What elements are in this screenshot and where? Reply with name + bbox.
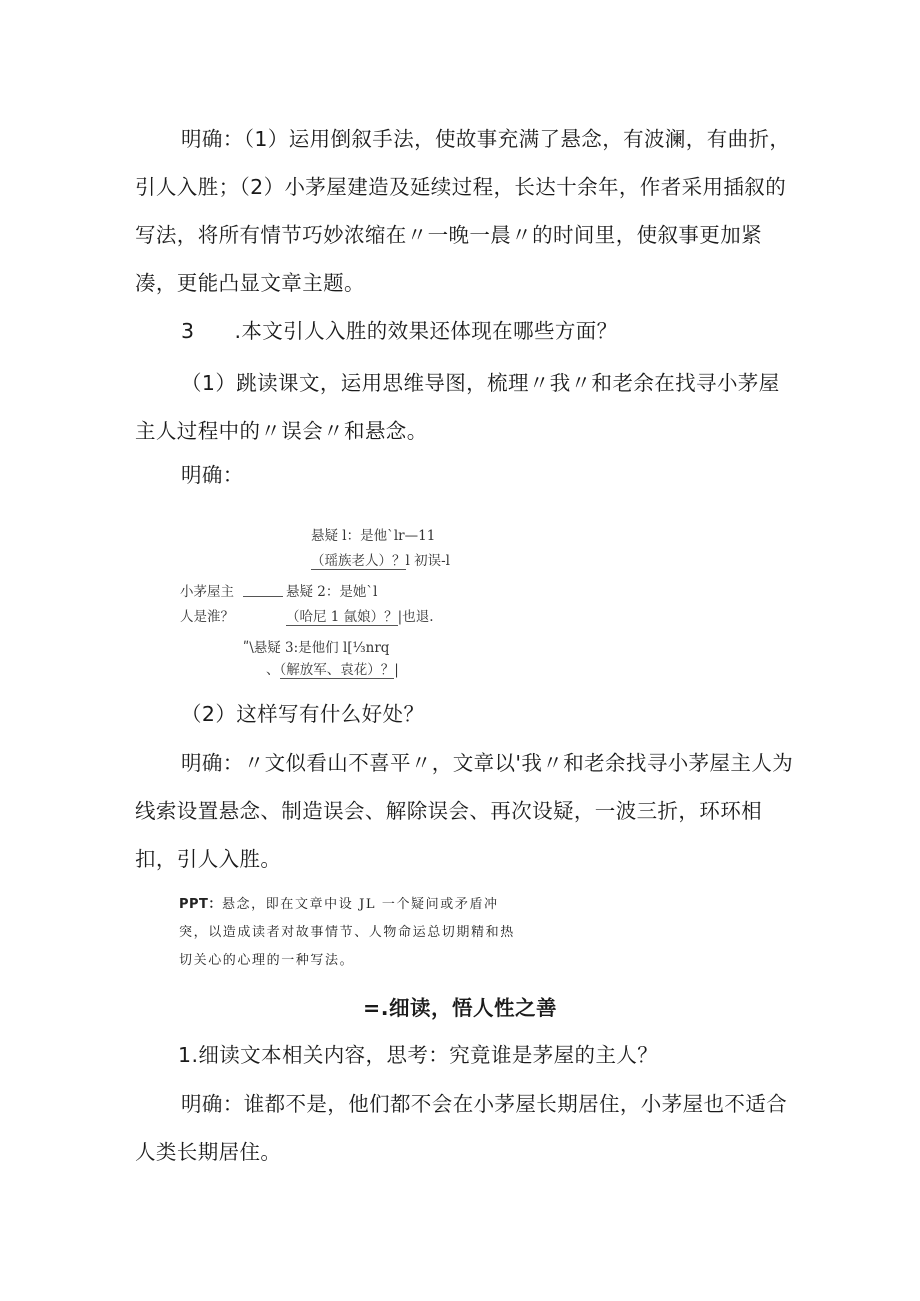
ppt-note bbox=[179, 891, 519, 975]
doubt-2-title: 悬疑 2：是她`l bbox=[286, 584, 378, 600]
answer-paragraph-1: 明确：（1）运用倒叙手法，使故事充满了悬念，有波澜，有曲折，引人入胜；（2）小茅屋建造及延续过程，长达十余年，作者采用插叙的写法，将所有情节巧妙浓缩在〃一晚一晨〃的时间里，使叙事更加紧凑，更能凸显文章主题。 bbox=[135, 127, 791, 295]
doubt-1-answer: （瑶族老人）？ bbox=[311, 553, 406, 569]
question-3-number: 3 bbox=[181, 319, 195, 343]
section-heading: =.细读，悟人性之善 bbox=[363, 996, 557, 1020]
question-3 bbox=[181, 307, 618, 355]
doubt-3-title: ʺ\悬疑 3:是他们 l[⅓nrq bbox=[243, 640, 390, 656]
ppt-label: PPT： bbox=[179, 897, 222, 912]
sub-question-1: （1）跳读课文，运用思维导图，梳理〃我〃和老余在找寻小茅屋主人过程中的〃误会〃和悬念。 bbox=[135, 371, 780, 443]
doubt-2-note: |也退. bbox=[397, 609, 434, 625]
sub-question-2: （2）这样写有什么好处？ bbox=[181, 702, 425, 726]
mind-map-connector bbox=[243, 580, 283, 597]
doubt-1-note: l 初误-l bbox=[405, 553, 450, 569]
doubt-3-note: | bbox=[394, 662, 399, 678]
ming-que-label: 明确： bbox=[181, 463, 244, 487]
doubt-1-answer-row bbox=[311, 549, 450, 569]
question-1: 1.细读文本相关内容，思考：究竟谁是茅屋的主人？ bbox=[178, 1043, 659, 1067]
ppt-text: 悬念，即在文章中设 JL 一个疑问或矛盾冲突，以造成读者对故事情节、人物命运总切期精和热切关心的心理的一种写法。 bbox=[179, 897, 515, 968]
doubt-3-prefix: 、 bbox=[266, 662, 280, 678]
doubt-2-answer-row bbox=[286, 605, 434, 625]
answer-paragraph-2: 明确：〃文似看山不喜平〃，文章以'我〃和老余找寻小茅屋主人为线索设置悬念、制造误会、解除误会、再次设疑，一波三折，环环相扣，引人入胜。 bbox=[135, 751, 794, 871]
doubt-1-title: 悬疑 l：是他`lr—11 bbox=[311, 528, 436, 544]
mind-map-root-line-2: 人是淮？ bbox=[180, 609, 234, 625]
mind-map-root-line-1: 小茅屋主 bbox=[180, 584, 234, 600]
doubt-3-answer: （解放军、袁花）？ bbox=[279, 662, 395, 678]
answer-paragraph-3: 明确：谁都不是，他们都不会在小茅屋长期居住，小茅屋也不适合人类长期居住。 bbox=[135, 1092, 788, 1164]
question-3-text: .本文引人入胜的效果还体现在哪些方面？ bbox=[234, 319, 618, 343]
doubt-3-answer-row bbox=[266, 658, 399, 678]
doubt-2-answer: （哈尼 1 氤娘）？ bbox=[286, 609, 398, 625]
